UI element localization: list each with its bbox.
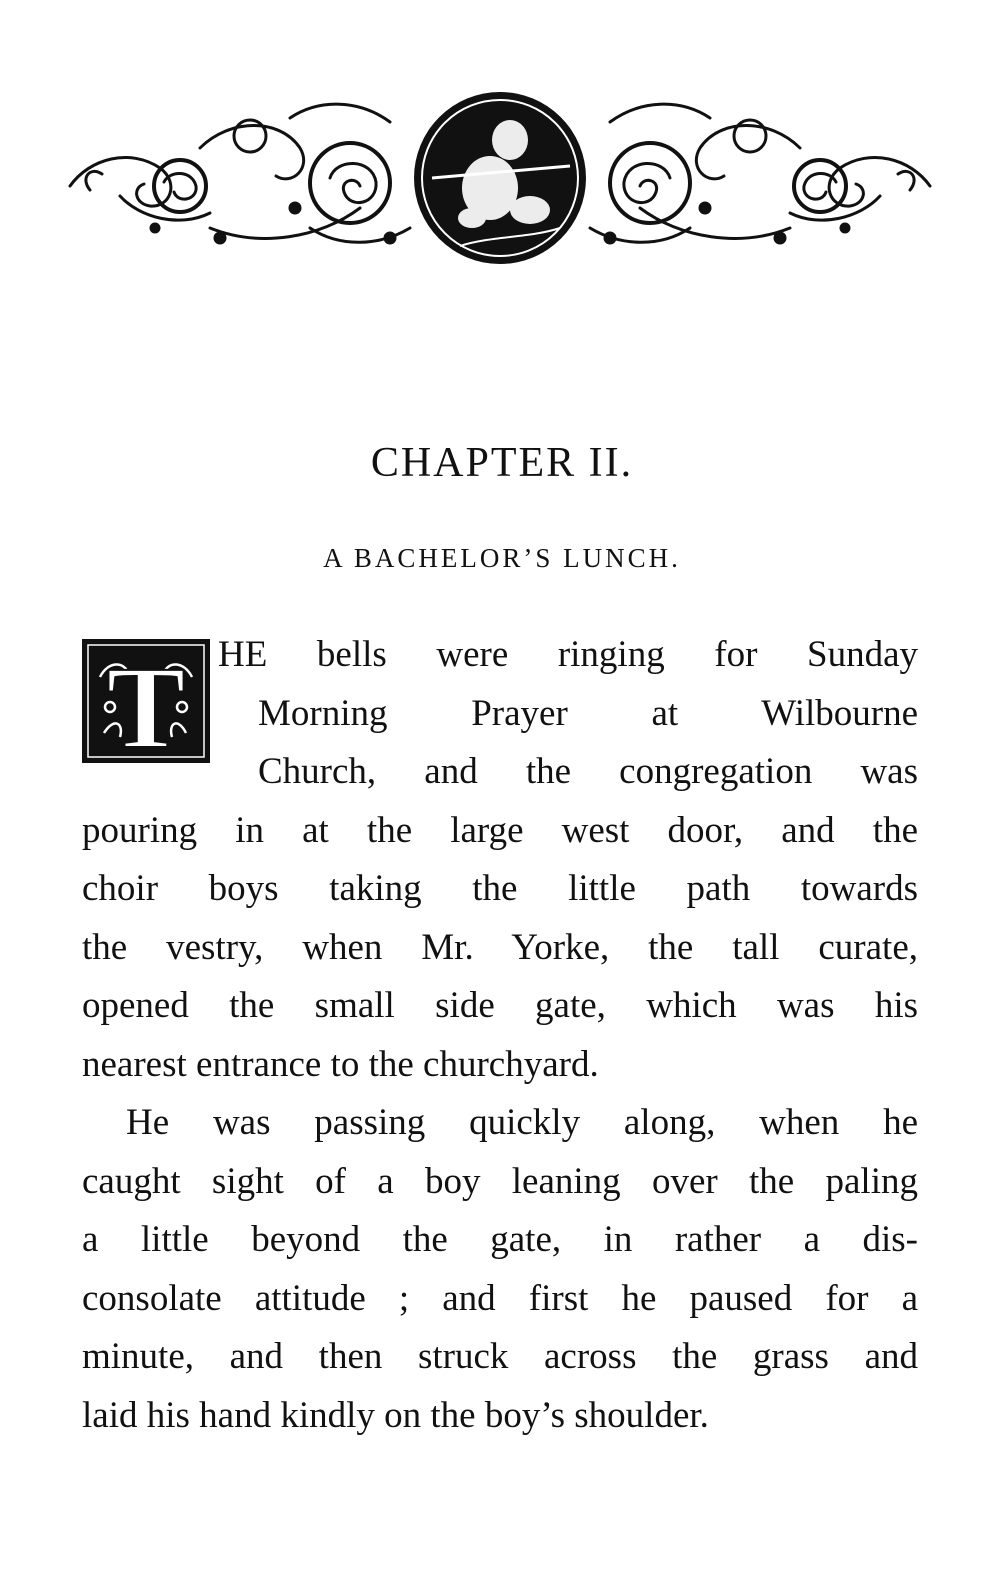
text-line: pouring in at the large west door, and the xyxy=(82,809,918,851)
paragraph-2 xyxy=(82,1094,918,1445)
text-line: laid his hand kindly on the boy’s shoulder. xyxy=(82,1394,709,1436)
chapter-heading: CHAPTER II. xyxy=(370,440,634,486)
wrapped-lines xyxy=(82,626,918,802)
ornamental-headpiece xyxy=(60,78,940,278)
text-line: He was passing quickly along, when he xyxy=(126,1102,918,1143)
text-line: Church, and the congregation was xyxy=(258,751,918,792)
paragraph-1 xyxy=(82,626,918,1094)
text-line: consolate attitude ; and first he paused for a xyxy=(82,1277,918,1319)
drop-cap-letter: T xyxy=(106,642,186,765)
chapter-title: A BACHELOR’S LUNCH. xyxy=(323,543,681,573)
text-line: HE bells were ringing for Sunday xyxy=(218,634,918,675)
text-line: minute, and then struck across the grass and xyxy=(82,1336,918,1377)
text-line: opened the small side gate, which was his xyxy=(82,985,918,1026)
text-line: the vestry, when Mr. Yorke, the tall curate, xyxy=(82,926,918,968)
text-line: Morning Prayer at Wilbourne xyxy=(258,692,918,734)
text-line: caught sight of a boy leaning over the paling xyxy=(82,1160,918,1202)
body-text xyxy=(82,626,918,1445)
text-line: a little beyond the gate, in rather a dis- xyxy=(82,1219,918,1260)
text-line: nearest entrance to the churchyard. xyxy=(82,1043,599,1085)
text-line: choir boys taking the little path towards xyxy=(82,868,918,909)
